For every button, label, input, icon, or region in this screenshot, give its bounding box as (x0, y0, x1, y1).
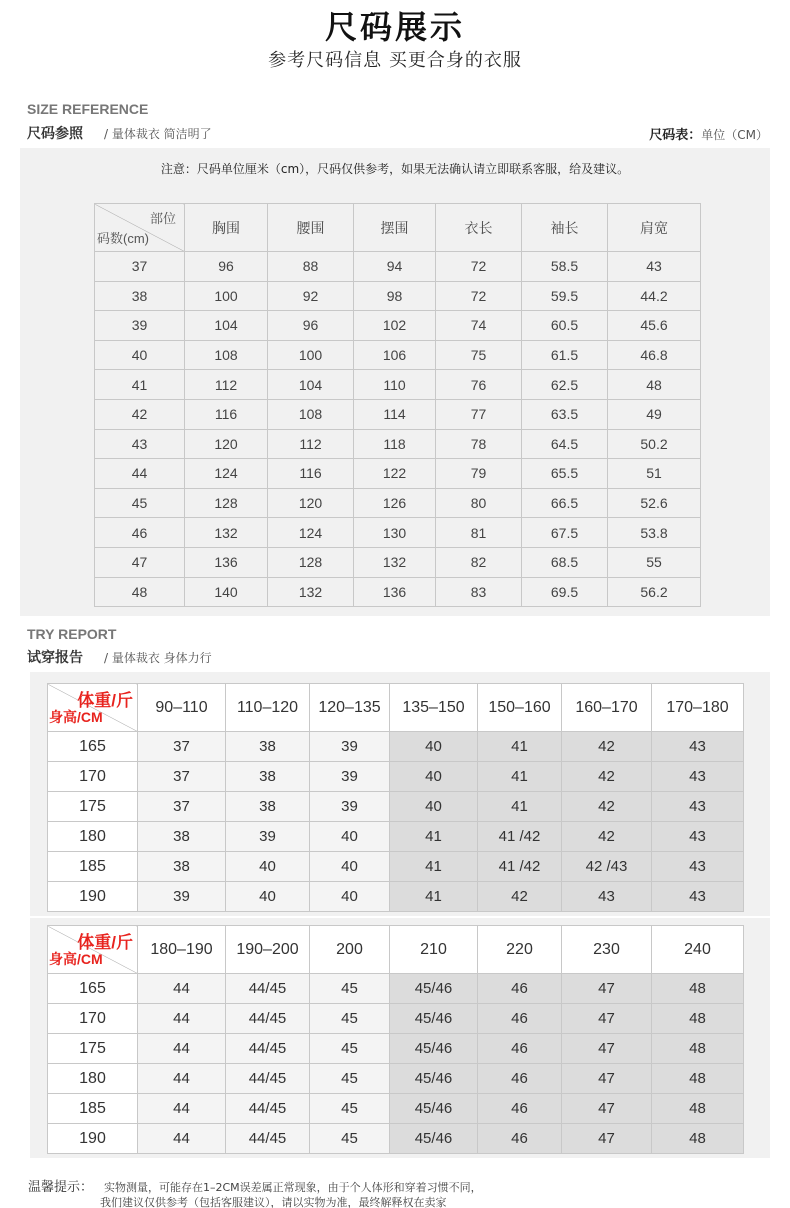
value-cell: 41 (478, 762, 562, 792)
value-cell: 104 (268, 370, 354, 400)
value-cell: 43 (652, 792, 744, 822)
value-cell: 45/46 (390, 1034, 478, 1064)
value-cell: 45 (310, 1094, 390, 1124)
row-label-cell: 185 (48, 852, 138, 882)
weight-range-header: 150–160 (478, 684, 562, 732)
value-cell: 96 (268, 311, 354, 341)
size-col-header: 腰围 (268, 204, 354, 252)
value-cell: 39 (138, 882, 226, 912)
value-cell: 40 (310, 852, 390, 882)
value-cell: 120 (268, 488, 354, 518)
value-cell: 60.5 (522, 311, 608, 341)
try-table-row (48, 974, 744, 1004)
value-cell: 43 (652, 822, 744, 852)
value-cell: 104 (185, 311, 268, 341)
value-cell: 41 /42 (478, 852, 562, 882)
value-cell: 64.5 (522, 429, 608, 459)
page-title: 尺码展示 (324, 8, 465, 46)
value-cell: 46 (478, 1064, 562, 1094)
value-cell: 59.5 (522, 281, 608, 311)
value-cell: 43 (652, 762, 744, 792)
size-table-header-row (95, 204, 701, 252)
value-cell: 40 (390, 732, 478, 762)
value-cell: 44/45 (226, 1034, 310, 1064)
size-table (94, 203, 701, 607)
value-cell: 43 (608, 252, 701, 282)
row-label-cell: 190 (48, 1124, 138, 1154)
try-table-row (48, 1124, 744, 1154)
size-col-header: 袖长 (522, 204, 608, 252)
size-table-row (95, 281, 701, 311)
value-cell: 140 (185, 577, 268, 607)
value-cell: 47 (562, 1004, 652, 1034)
value-cell: 40 (390, 792, 478, 822)
value-cell: 66.5 (522, 488, 608, 518)
value-cell: 48 (652, 1124, 744, 1154)
value-cell: 44 (138, 1034, 226, 1064)
size-table-row (95, 399, 701, 429)
size-col-header: 摆围 (354, 204, 436, 252)
try-table-row (48, 1094, 744, 1124)
row-label-cell: 170 (48, 1004, 138, 1034)
value-cell: 40 (310, 822, 390, 852)
row-label-cell: 180 (48, 1064, 138, 1094)
row-label-cell: 180 (48, 822, 138, 852)
value-cell: 38 (226, 762, 310, 792)
try-table-1 (47, 683, 744, 912)
value-cell: 132 (185, 518, 268, 548)
value-cell: 40 (310, 882, 390, 912)
value-cell: 47 (562, 974, 652, 1004)
value-cell: 45 (310, 1124, 390, 1154)
weight-range-header: 210 (390, 926, 478, 974)
weight-label: 体重/斤 (77, 691, 133, 710)
weight-range-header: 110–120 (226, 684, 310, 732)
value-cell: 62.5 (522, 370, 608, 400)
value-cell: 136 (185, 547, 268, 577)
row-label-cell: 185 (48, 1094, 138, 1124)
value-cell: 78 (436, 429, 522, 459)
value-cell: 68.5 (522, 547, 608, 577)
value-cell: 94 (354, 252, 436, 282)
value-cell: 44/45 (226, 1124, 310, 1154)
value-cell: 48 (652, 1034, 744, 1064)
value-cell: 42 /43 (562, 852, 652, 882)
value-cell: 44/45 (226, 1004, 310, 1034)
value-cell: 92 (268, 281, 354, 311)
row-label-cell: 40 (95, 340, 185, 370)
row-label-cell: 190 (48, 882, 138, 912)
size-section-en-label: SIZE REFERENCE (27, 101, 149, 117)
value-cell: 38 (226, 732, 310, 762)
value-cell: 80 (436, 488, 522, 518)
size-table-row (95, 459, 701, 489)
value-cell: 44 (138, 974, 226, 1004)
value-cell: 47 (562, 1064, 652, 1094)
try-table-1-corner (48, 684, 138, 732)
size-col-header: 胸围 (185, 204, 268, 252)
row-label-cell: 170 (48, 762, 138, 792)
corner-bottom-label: 码数(cm) (97, 231, 149, 246)
weight-range-header: 120–135 (310, 684, 390, 732)
row-label-cell: 42 (95, 399, 185, 429)
value-cell: 120 (185, 429, 268, 459)
value-cell: 42 (562, 822, 652, 852)
try-table-2-header-row (48, 926, 744, 974)
value-cell: 49 (608, 399, 701, 429)
row-label-cell: 175 (48, 1034, 138, 1064)
try-section-en-label: TRY REPORT (27, 626, 117, 642)
value-cell: 48 (652, 1004, 744, 1034)
value-cell: 44/45 (226, 1064, 310, 1094)
value-cell: 38 (138, 852, 226, 882)
value-cell: 44/45 (226, 1094, 310, 1124)
value-cell: 88 (268, 252, 354, 282)
footer-tip-line-2: 我们建议仅供参考（包括客服建议），请以实物为准，最终解释权在卖家 (100, 1196, 447, 1208)
value-cell: 40 (226, 882, 310, 912)
value-cell: 44/45 (226, 974, 310, 1004)
value-cell: 43 (562, 882, 652, 912)
value-cell: 116 (268, 459, 354, 489)
try-section-desc: / 量体裁衣 身体力行 (104, 651, 212, 665)
value-cell: 46.8 (608, 340, 701, 370)
value-cell: 45/46 (390, 974, 478, 1004)
value-cell: 40 (390, 762, 478, 792)
value-cell: 47 (562, 1094, 652, 1124)
value-cell: 82 (436, 547, 522, 577)
size-table-row (95, 370, 701, 400)
value-cell: 53.8 (608, 518, 701, 548)
weight-range-header: 190–200 (226, 926, 310, 974)
value-cell: 38 (226, 792, 310, 822)
try-section-cn-label: 试穿报告 (27, 650, 83, 666)
try-table-row (48, 882, 744, 912)
value-cell: 46 (478, 974, 562, 1004)
weight-label: 体重/斤 (77, 933, 133, 952)
value-cell: 46 (478, 1004, 562, 1034)
value-cell: 47 (562, 1124, 652, 1154)
value-cell: 100 (268, 340, 354, 370)
value-cell: 46 (478, 1034, 562, 1064)
value-cell: 58.5 (522, 252, 608, 282)
value-cell: 124 (268, 518, 354, 548)
row-label-cell: 38 (95, 281, 185, 311)
value-cell: 38 (138, 822, 226, 852)
row-label-cell: 47 (95, 547, 185, 577)
value-cell: 116 (185, 399, 268, 429)
value-cell: 61.5 (522, 340, 608, 370)
value-cell: 106 (354, 340, 436, 370)
try-table-1-header-row (48, 684, 744, 732)
weight-range-header: 230 (562, 926, 652, 974)
footer-tip-line-1: 实物测量，可能存在1–2CM误差属正常现象，由于个人体形和穿着习惯不同， (104, 1181, 482, 1194)
weight-range-header: 180–190 (138, 926, 226, 974)
value-cell: 42 (562, 762, 652, 792)
value-cell: 41 (390, 852, 478, 882)
value-cell: 108 (185, 340, 268, 370)
value-cell: 39 (310, 732, 390, 762)
value-cell: 75 (436, 340, 522, 370)
value-cell: 76 (436, 370, 522, 400)
size-notice: 注意：尺码单位厘米（cm），尺码仅供参考，如果无法确认请立即联系客服，给及建议。 (160, 162, 630, 176)
corner-top-label: 部位 (149, 211, 176, 226)
value-cell: 46 (478, 1094, 562, 1124)
size-table-row (95, 429, 701, 459)
unit-label-bold: 尺码表： (649, 128, 702, 143)
value-cell: 77 (436, 399, 522, 429)
weight-range-header: 135–150 (390, 684, 478, 732)
value-cell: 108 (268, 399, 354, 429)
value-cell: 48 (652, 1064, 744, 1094)
value-cell: 128 (185, 488, 268, 518)
value-cell: 42 (562, 792, 652, 822)
value-cell: 44 (138, 1094, 226, 1124)
size-col-header: 衣长 (436, 204, 522, 252)
value-cell: 72 (436, 252, 522, 282)
size-table-row (95, 577, 701, 607)
value-cell: 65.5 (522, 459, 608, 489)
value-cell: 44 (138, 1064, 226, 1094)
height-label: 身高/CM (49, 709, 103, 725)
size-table-row (95, 340, 701, 370)
value-cell: 124 (185, 459, 268, 489)
value-cell: 128 (268, 547, 354, 577)
value-cell: 37 (138, 762, 226, 792)
footer-tip-label: 温馨提示： (28, 1180, 94, 1195)
value-cell: 43 (652, 732, 744, 762)
try-table-row (48, 732, 744, 762)
value-cell: 72 (436, 281, 522, 311)
value-cell: 52.6 (608, 488, 701, 518)
value-cell: 63.5 (522, 399, 608, 429)
value-cell: 37 (138, 792, 226, 822)
value-cell: 42 (478, 882, 562, 912)
value-cell: 41 /42 (478, 822, 562, 852)
size-section-desc: / 量体裁衣 简洁明了 (104, 127, 212, 141)
value-cell: 39 (226, 822, 310, 852)
weight-range-header: 160–170 (562, 684, 652, 732)
value-cell: 122 (354, 459, 436, 489)
value-cell: 83 (436, 577, 522, 607)
value-cell: 67.5 (522, 518, 608, 548)
value-cell: 55 (608, 547, 701, 577)
value-cell: 44 (138, 1004, 226, 1034)
size-section-cn-label: 尺码参照 (27, 126, 83, 142)
size-table-row (95, 518, 701, 548)
size-col-header: 肩宽 (608, 204, 701, 252)
value-cell: 102 (354, 311, 436, 341)
page-subtitle: 参考尺码信息 买更合身的衣服 (268, 50, 522, 71)
value-cell: 45 (310, 1034, 390, 1064)
value-cell: 114 (354, 399, 436, 429)
try-table-2-corner (48, 926, 138, 974)
value-cell: 48 (652, 974, 744, 1004)
value-cell: 132 (354, 547, 436, 577)
value-cell: 45 (310, 974, 390, 1004)
value-cell: 56.2 (608, 577, 701, 607)
row-label-cell: 175 (48, 792, 138, 822)
value-cell: 50.2 (608, 429, 701, 459)
row-label-cell: 46 (95, 518, 185, 548)
value-cell: 69.5 (522, 577, 608, 607)
value-cell: 112 (268, 429, 354, 459)
value-cell: 112 (185, 370, 268, 400)
row-label-cell: 44 (95, 459, 185, 489)
try-table-row (48, 1064, 744, 1094)
value-cell: 41 (390, 882, 478, 912)
row-label-cell: 41 (95, 370, 185, 400)
value-cell: 45.6 (608, 311, 701, 341)
weight-range-header: 200 (310, 926, 390, 974)
value-cell: 110 (354, 370, 436, 400)
value-cell: 43 (652, 882, 744, 912)
value-cell: 37 (138, 732, 226, 762)
value-cell: 44 (138, 1124, 226, 1154)
row-label-cell: 43 (95, 429, 185, 459)
value-cell: 45/46 (390, 1124, 478, 1154)
try-table-row (48, 852, 744, 882)
value-cell: 74 (436, 311, 522, 341)
try-table-2 (47, 925, 744, 1154)
value-cell: 45 (310, 1064, 390, 1094)
unit-label (649, 124, 768, 143)
row-label-cell: 165 (48, 732, 138, 762)
try-table-row (48, 822, 744, 852)
value-cell: 46 (478, 1124, 562, 1154)
value-cell: 41 (390, 822, 478, 852)
size-table-row (95, 252, 701, 282)
size-table-row (95, 547, 701, 577)
value-cell: 43 (652, 852, 744, 882)
weight-range-header: 90–110 (138, 684, 226, 732)
height-label: 身高/CM (49, 951, 103, 967)
value-cell: 41 (478, 732, 562, 762)
value-cell: 39 (310, 762, 390, 792)
value-cell: 96 (185, 252, 268, 282)
value-cell: 47 (562, 1034, 652, 1064)
try-table-row (48, 762, 744, 792)
row-label-cell: 39 (95, 311, 185, 341)
value-cell: 118 (354, 429, 436, 459)
weight-range-header: 170–180 (652, 684, 744, 732)
value-cell: 45 (310, 1004, 390, 1034)
value-cell: 136 (354, 577, 436, 607)
value-cell: 98 (354, 281, 436, 311)
try-table-row (48, 792, 744, 822)
value-cell: 130 (354, 518, 436, 548)
size-table-row (95, 488, 701, 518)
value-cell: 48 (652, 1094, 744, 1124)
value-cell: 39 (310, 792, 390, 822)
size-table-row (95, 311, 701, 341)
value-cell: 45/46 (390, 1004, 478, 1034)
value-cell: 42 (562, 732, 652, 762)
value-cell: 51 (608, 459, 701, 489)
unit-label-text: 单位（CM） (701, 128, 768, 142)
try-table-row (48, 1004, 744, 1034)
weight-range-header: 240 (652, 926, 744, 974)
row-label-cell: 45 (95, 488, 185, 518)
try-table-row (48, 1034, 744, 1064)
value-cell: 45/46 (390, 1064, 478, 1094)
size-table-corner (95, 204, 185, 252)
row-label-cell: 48 (95, 577, 185, 607)
value-cell: 44.2 (608, 281, 701, 311)
row-label-cell: 37 (95, 252, 185, 282)
value-cell: 45/46 (390, 1094, 478, 1124)
row-label-cell: 165 (48, 974, 138, 1004)
value-cell: 48 (608, 370, 701, 400)
value-cell: 41 (478, 792, 562, 822)
value-cell: 132 (268, 577, 354, 607)
value-cell: 79 (436, 459, 522, 489)
value-cell: 81 (436, 518, 522, 548)
weight-range-header: 220 (478, 926, 562, 974)
value-cell: 100 (185, 281, 268, 311)
value-cell: 40 (226, 852, 310, 882)
value-cell: 126 (354, 488, 436, 518)
